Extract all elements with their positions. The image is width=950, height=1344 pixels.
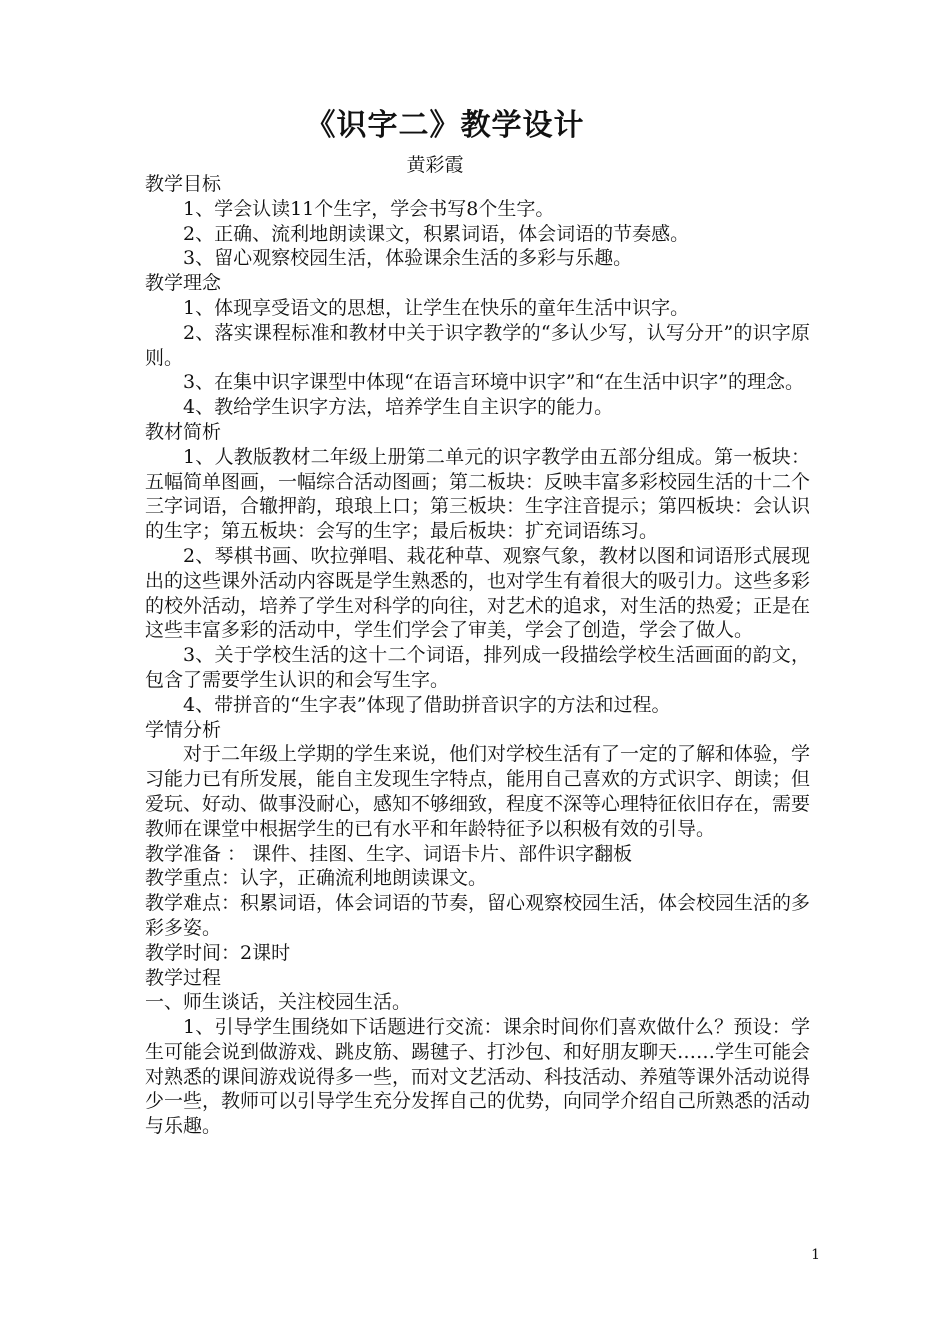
section-line: 教材简析	[145, 420, 222, 443]
document-body	[145, 172, 810, 1139]
section-line: 一、师生谈话，关注校园生活。	[145, 991, 412, 1014]
paragraph: 对于二年级上学期的学生来说，他们对学校生活有了一定的了解和体验，学习能力已有所发展，能自主发现生字特点，能用自己喜欢的方式识字、朗读；但爱玩、好动、做事没耐心，感知不够细致，程度不深等心理特征依旧存在，需要教师在课堂中根据学生的已有水平和年龄特征予以积极有效的引导。	[145, 743, 811, 840]
paragraph: 2、落实课程标准和教材中关于识字教学的“多认少写，认写分开”的识字原则。	[145, 321, 810, 369]
section-line: 教学过程	[145, 966, 222, 989]
document-title: 《识字二》教学设计	[305, 108, 585, 143]
section-line: 教学准备 ： 课件、挂图、生字、词语卡片、部件识字翻板	[145, 842, 633, 865]
paragraph: 2、琴棋书画、吹拉弹唱、栽花种草、观察气象，教材以图和词语形式展现出的这些课外活动内容既是学生熟悉的，也对学生有着很大的吸引力。这些多彩的校外活动，培养了学生对科学的向往，对艺术的追求，对生活的热爱；正是在这些丰富多彩的活动中，学生们学会了审美，学会了创造，学会了做人。	[145, 544, 811, 642]
section-line: 教学时间：2课时	[145, 941, 291, 964]
section-line: 学情分析	[145, 718, 222, 741]
paragraph: 1、人教版教材二年级上册第二单元的识字教学由五部分组成。第一板块：五幅简单图画，一幅综合活动图画；第二板块：反映丰富多彩校园生活的十二个三字词语，合辙押韵，琅琅上口；第三板块：生字注音提示；第四板块：会认识的生字；第五板块：会写的生字；最后板块：扩充词语练习。	[145, 445, 811, 543]
section-line: 教学难点：积累词语，体会词语的节奏，留心观察校园生活，体会校园生活的多彩多姿。	[145, 892, 811, 939]
paragraph: 3、留心观察校园生活，体验课余生活的多彩与乐趣。	[183, 247, 633, 270]
page-number: 1	[811, 1247, 820, 1263]
section-line: 教学目标	[145, 173, 222, 195]
paragraph: 3、关于学校生活的这十二个词语，排列成一段描绘学校生活画面的韵文，包含了需要学生认识的和会写生字。	[145, 644, 810, 691]
paragraph: 1、学会认读11个生字，学会书写8个生字。	[183, 197, 555, 220]
author-name: 黄彩霞	[406, 154, 464, 176]
paragraph: 3、在集中识字课型中体现“在语言环境中识字”和“在生活中识字”的理念。	[183, 371, 804, 394]
paragraph: 1、引导学生围绕如下话题进行交流：课余时间你们喜欢做什么？预设：学生可能会说到做游戏、跳皮筋、踢毽子、打沙包、和好朋友聊天……学生可能会对熟悉的课间游戏说得多一些，而对文艺活动、科技活动、养殖等课外活动说得少一些，教师可以引导学生充分发挥自己的优势，向同学介绍自己所熟悉的活动与乐趣。	[145, 1016, 811, 1138]
paragraph: 2、正确、流利地朗读课文，积累词语，体会词语的节奏感。	[183, 222, 690, 245]
paragraph: 4、教给学生识字方法，培养学生自主识字的能力。	[183, 396, 614, 419]
paragraph: 4、带拼音的“生字表”体现了借助拼音识字的方法和过程。	[183, 693, 671, 716]
paragraph: 1、体现享受语文的思想，让学生在快乐的童年生活中识字。	[183, 296, 690, 319]
section-line: 教学理念	[145, 272, 222, 295]
section-line: 教学重点：认字，正确流利地朗读课文。	[145, 867, 488, 890]
